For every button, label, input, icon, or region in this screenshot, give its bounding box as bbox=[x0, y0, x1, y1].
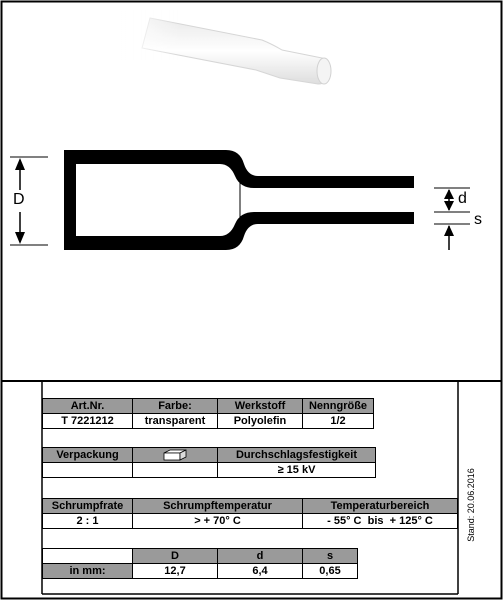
header-durchschlagsfestigkeit: Durchschlagsfestigkeit bbox=[217, 447, 376, 463]
value-temperaturbereich: - 55° C bis + 125° C bbox=[302, 513, 458, 529]
stand-date: Stand: 20.06.2016 bbox=[466, 468, 476, 542]
header-schrumpfrate: Schrumpfrate bbox=[42, 498, 133, 514]
row-label-in-mm: in mm: bbox=[42, 563, 133, 579]
header-s: s bbox=[302, 548, 358, 564]
header-d: d bbox=[217, 548, 303, 564]
header-farbe: Farbe: bbox=[132, 398, 218, 414]
value-D: 12,7 bbox=[132, 563, 218, 579]
header-werkstoff: Werkstoff bbox=[217, 398, 303, 414]
header-D: D bbox=[132, 548, 218, 564]
value-verpackung bbox=[42, 462, 133, 478]
product-photo bbox=[120, 10, 331, 84]
label-d: d bbox=[458, 190, 467, 207]
value-werkstoff: Polyolefin bbox=[217, 413, 303, 429]
value-art-nr: T 7221212 bbox=[42, 413, 133, 429]
label-s: s bbox=[474, 211, 482, 228]
value-durchschlagsfestigkeit: ≥ 15 kV bbox=[217, 462, 376, 478]
header-verpackung: Verpackung bbox=[42, 447, 133, 463]
header-schrumpftemperatur: Schrumpftemperatur bbox=[132, 498, 303, 514]
value-packaging-blank bbox=[132, 462, 218, 478]
header-temperaturbereich: Temperaturbereich bbox=[302, 498, 458, 514]
value-nenngroesse: 1/2 bbox=[302, 413, 374, 429]
header-blank bbox=[42, 548, 133, 564]
label-D: D bbox=[13, 191, 25, 208]
value-farbe: transparent bbox=[132, 413, 218, 429]
packaging-icon-cell bbox=[132, 447, 218, 463]
header-art-nr: Art.Nr. bbox=[42, 398, 133, 414]
value-s: 0,65 bbox=[302, 563, 358, 579]
value-schrumpftemperatur: > + 70° C bbox=[132, 513, 303, 529]
header-nenngroesse: Nenngröße bbox=[302, 398, 374, 414]
tube-profile bbox=[64, 150, 414, 250]
value-d: 6,4 bbox=[217, 563, 303, 579]
value-schrumpfrate: 2 : 1 bbox=[42, 513, 133, 529]
box-icon bbox=[163, 449, 187, 461]
